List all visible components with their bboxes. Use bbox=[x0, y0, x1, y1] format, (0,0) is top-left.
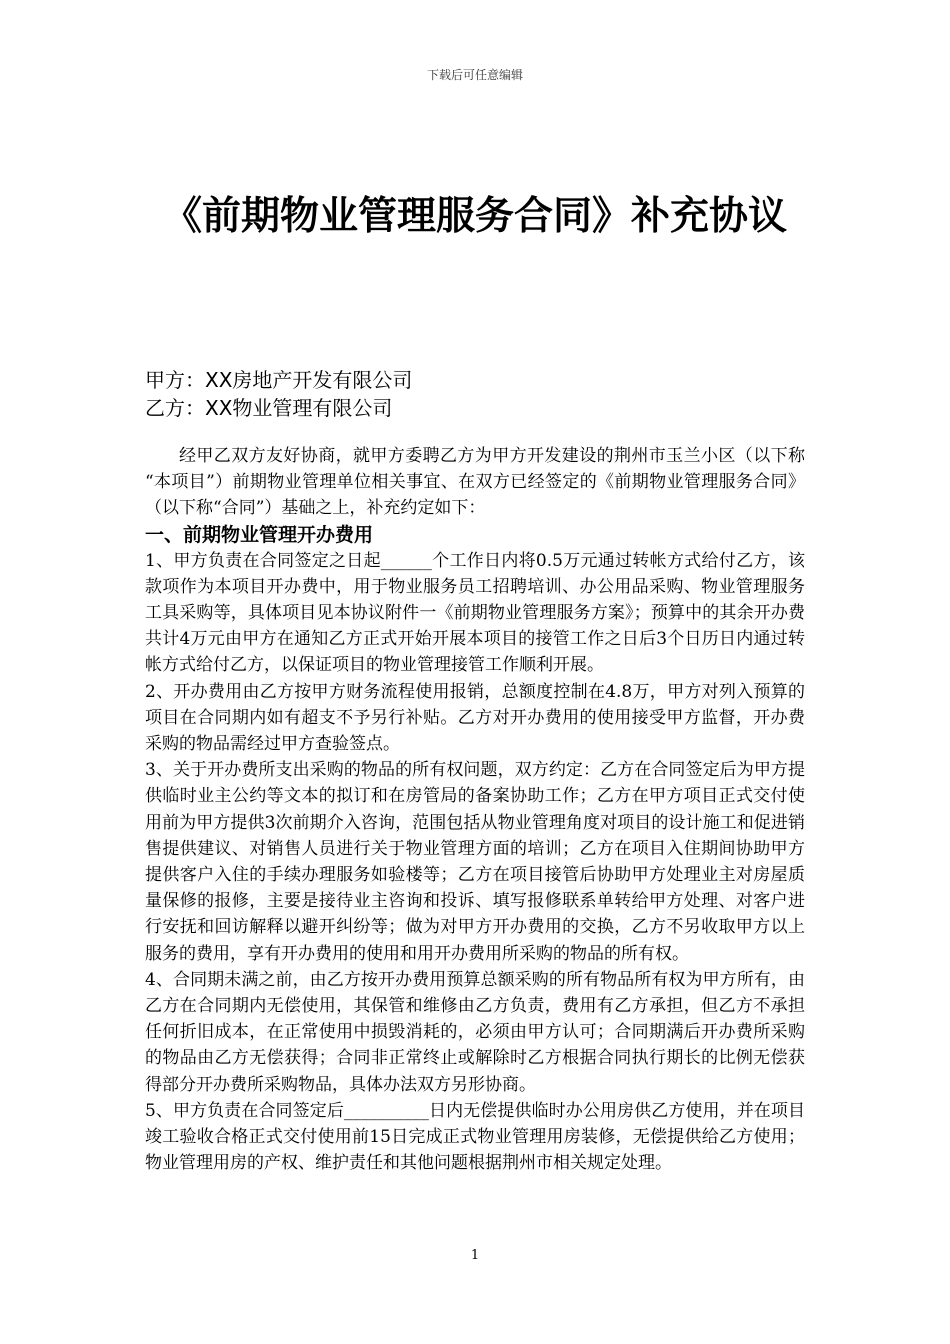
page-number: 1 bbox=[470, 1248, 480, 1263]
clause-1: 1、甲方负责在合同签定之日起______个工作日内将0.5万元通过转帐方式给付乙方，该款项作为本项目开办费中，用于物业服务员工招聘培训、办公用品采购、物业管理服务工具采购等，具体项目见本协议附件一《前期物业管理服务方案》；预算中的其余开办费共计4万元由甲方在通知乙方正式开始开展本项目的接管工作之日后3个日历日内通过转帐方式给付乙方，以保证项目的物业管理接管工作顺利开展。 bbox=[145, 550, 805, 676]
intro-paragraph: 经甲乙双方友好协商，就甲方委聘乙方为甲方开发建设的荆州市玉兰小区（以下称 “本项目”）前期物业管理单位相关事宜、在双方已经签定的《前期物业管理服务合同》（以下称“合同”）基础之上，补充约定如下： bbox=[145, 446, 805, 519]
clause-4: 4、合同期未满之前，由乙方按开办费用预算总额采购的所有物品所有权为甲方所有，由乙方在合同期内无偿使用，其保管和维修由乙方负责，费用有乙方承担，但乙方不承担任何折旧成本，在正常使用中损毁消耗的，必须由甲方认可；合同期满后开办费所采购的物品由乙方无偿获得；合同非正常终止或解除时乙方根据合同执行期长的比例无偿获得部分开办费所采购物品，具体办法双方另形协商。 bbox=[145, 969, 805, 1095]
clause-5: 5、甲方负责在合同签定后__________日内无偿提供临时办公用房供乙方使用，并在项目竣工验收合格正式交付使用前15日完成正式物业管理用房装修，无偿提供给乙方使用；物业管理用房的产权、维护责任和其他问题根据荆州市相关规定处理。 bbox=[145, 1100, 805, 1174]
document-title: 《前期物业管理服务合同》补充协议 bbox=[162, 194, 787, 239]
party-b: 乙方：XX物业管理有限公司 bbox=[145, 396, 393, 420]
clause-3: 3、关于开办费所支出采购的物品的所有权问题，双方约定：乙方在合同签定后为甲方提供临时业主公约等文本的拟订和在房管局的备案协助工作；乙方在甲方项目正式交付使用前为甲方提供3次前期介入咨询，范围包括从物业管理角度对项目的设计施工和促进销售提供建议、对销售人员进行关于物业管理方面的培训；乙方在项目入住期间协助甲方提供客户入住的手续办理服务如验楼等；乙方在项目接管后协助甲方处理业主对房屋质量保修的报修，主要是接待业主咨询和投诉、填写报修联系单转给甲方处理、对客户进行安抚和回访解释以避开纠纷等；做为对甲方开办费用的交换，乙方不另收取甲方以上服务的费用，享有开办费用的使用和用开办费用所采购的物品的所有权。 bbox=[145, 760, 805, 964]
parties-block bbox=[145, 366, 805, 422]
clause-2: 2、开办费用由乙方按甲方财务流程使用报销，总额度控制在4.8万，甲方对列入预算的项目在合同期内如有超支不予另行补贴。乙方对开办费用的使用接受甲方监督，开办费采购的物品需经过甲方查验签点。 bbox=[145, 681, 805, 755]
section-heading: 一、前期物业管理开办费用 bbox=[145, 523, 374, 546]
party-a: 甲方：XX房地产开发有限公司 bbox=[145, 368, 413, 392]
document-body bbox=[145, 443, 805, 1176]
page-header-note: 下载后可任意编辑 bbox=[426, 68, 523, 82]
